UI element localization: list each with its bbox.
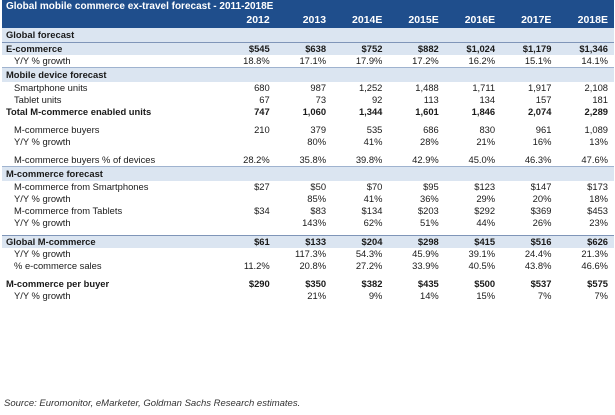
value-cell: 961 — [535, 124, 552, 135]
table-row — [2, 248, 614, 260]
value-cell: 1,601 — [415, 106, 439, 117]
table-title-row — [2, 0, 614, 14]
value-cell: 39.8% — [355, 154, 383, 165]
row-label: Y/Y % growth — [14, 55, 71, 66]
table-title: Global mobile commerce ex-travel forecast - 2011-2018E — [2, 0, 614, 14]
row-label: M-commerce from Smartphones — [14, 181, 149, 192]
value-cell: 134 — [479, 94, 496, 105]
value-cell: $290 — [248, 278, 270, 289]
value-cell: $147 — [530, 181, 552, 192]
row-label: M-commerce buyers % of devices — [14, 154, 156, 165]
year-header: 2018E — [557, 14, 614, 28]
year-header: 2013 — [276, 14, 332, 28]
value-cell: 73 — [315, 94, 327, 105]
section-title: Global forecast — [2, 28, 614, 43]
table-row — [2, 193, 614, 205]
value-cell: 14.1% — [581, 55, 608, 66]
row-label: M-commerce from Tablets — [14, 205, 123, 216]
row-label: Global M-commerce — [2, 236, 219, 249]
year-header-blank — [2, 14, 219, 28]
value-cell: $638 — [276, 43, 332, 56]
value-cell: 113 — [423, 94, 439, 105]
value-cell: $575 — [587, 278, 608, 289]
table-row — [2, 236, 614, 249]
table-row — [2, 217, 614, 229]
value-cell: $173 — [587, 181, 608, 192]
section-title: Mobile device forecast — [2, 68, 614, 83]
value-cell: 15% — [476, 290, 496, 301]
value-cell: 20% — [532, 193, 552, 204]
value-cell: 21.3% — [581, 248, 608, 259]
value-cell: 16% — [532, 136, 552, 147]
value-cell: 1,252 — [358, 82, 383, 93]
value-cell: $1,179 — [501, 43, 557, 56]
value-cell: 143% — [302, 217, 327, 228]
value-cell: 26% — [532, 217, 552, 228]
value-cell: 13% — [589, 136, 608, 147]
row-label: Y/Y % growth — [14, 290, 71, 301]
value-cell: 46.3% — [524, 154, 552, 165]
value-cell: 1,917 — [527, 82, 552, 93]
row-label: Y/Y % growth — [14, 217, 71, 228]
value-cell: 1,089 — [584, 124, 608, 135]
value-cell: $626 — [557, 236, 614, 249]
value-cell: 9% — [368, 290, 383, 301]
year-header: 2017E — [501, 14, 557, 28]
table-row — [2, 124, 614, 136]
value-cell: 21% — [307, 290, 327, 301]
value-cell: $204 — [332, 236, 388, 249]
year-header: 2012 — [219, 14, 275, 28]
value-cell: 11.2% — [243, 260, 270, 271]
value-cell: 1,060 — [302, 106, 327, 117]
value-cell: 1,344 — [358, 106, 383, 117]
table-row — [2, 278, 614, 290]
table-row — [2, 260, 614, 272]
value-cell: $1,346 — [557, 43, 614, 56]
value-cell: 44% — [476, 217, 496, 228]
value-cell: 54.3% — [355, 248, 383, 259]
value-cell: $61 — [219, 236, 275, 249]
value-cell: 20.8% — [299, 260, 327, 271]
row-label: M-commerce buyers — [14, 124, 100, 135]
value-cell: $70 — [366, 181, 383, 192]
value-cell: $435 — [417, 278, 439, 289]
value-cell: 36% — [419, 193, 439, 204]
value-cell — [219, 193, 275, 205]
year-header: 2015E — [388, 14, 444, 28]
value-cell: 747 — [254, 106, 270, 117]
forecast-table — [2, 0, 614, 302]
value-cell: 15.1% — [524, 55, 552, 66]
value-cell: 18% — [589, 193, 608, 204]
value-cell: $752 — [332, 43, 388, 56]
value-cell: 535 — [366, 124, 383, 135]
value-cell: $537 — [530, 278, 552, 289]
value-cell: 80% — [307, 136, 327, 147]
value-cell — [219, 136, 275, 148]
row-label: Y/Y % growth — [14, 193, 71, 204]
table-row — [2, 205, 614, 217]
value-cell: $545 — [219, 43, 275, 56]
row-label: Y/Y % growth — [14, 248, 71, 259]
value-cell: 62% — [363, 217, 383, 228]
table-row — [2, 55, 614, 68]
row-label: % e-commerce sales — [14, 260, 102, 271]
value-cell: 2,108 — [584, 82, 608, 93]
value-cell: 117.3% — [294, 248, 327, 259]
value-cell: $203 — [417, 205, 439, 216]
value-cell: $350 — [305, 278, 327, 289]
value-cell: 379 — [310, 124, 327, 135]
value-cell: $516 — [501, 236, 557, 249]
value-cell: 40.5% — [468, 260, 496, 271]
value-cell: 1,846 — [471, 106, 496, 117]
value-cell: 17.1% — [299, 55, 327, 66]
value-cell: 157 — [535, 94, 552, 105]
section-title: M-commerce forecast — [2, 167, 614, 182]
value-cell: $95 — [423, 181, 439, 192]
year-header: 2016E — [445, 14, 501, 28]
section-header-row — [2, 28, 614, 43]
table-row — [2, 154, 614, 167]
value-cell: 46.6% — [581, 260, 608, 271]
value-cell: 686 — [423, 124, 439, 135]
value-cell: 39.1% — [468, 248, 496, 259]
value-cell: 680 — [254, 82, 270, 93]
value-cell: $1,024 — [445, 43, 501, 56]
value-cell: 987 — [310, 82, 327, 93]
value-cell: 29% — [476, 193, 496, 204]
value-cell: 2,289 — [584, 106, 608, 117]
value-cell: 42.9% — [412, 154, 439, 165]
value-cell: 7% — [594, 290, 608, 301]
row-label: M-commerce per buyer — [6, 278, 110, 289]
table-row — [2, 136, 614, 148]
value-cell: 210 — [254, 124, 270, 135]
forecast-table-body — [2, 0, 614, 302]
section-header-row — [2, 167, 614, 182]
value-cell: 85% — [307, 193, 327, 204]
table-row — [2, 94, 614, 106]
row-label: E-commerce — [2, 43, 219, 56]
table-row — [2, 290, 614, 302]
row-label: Tablet units — [14, 94, 62, 105]
value-cell: 18.8% — [243, 55, 270, 66]
value-cell: 17.2% — [412, 55, 439, 66]
year-header: 2014E — [332, 14, 388, 28]
table-row — [2, 106, 614, 118]
value-cell: $27 — [254, 181, 270, 192]
value-cell: $134 — [361, 205, 383, 216]
value-cell: 1,711 — [472, 82, 496, 93]
value-cell: 45.9% — [412, 248, 439, 259]
value-cell: 24.4% — [524, 248, 552, 259]
value-cell: 47.6% — [581, 154, 608, 165]
value-cell: 830 — [479, 124, 496, 135]
source-note: Source: Euromonitor, eMarketer, Goldman Sachs Research estimates. — [4, 398, 301, 409]
value-cell: $298 — [388, 236, 444, 249]
year-header-row — [2, 14, 614, 28]
value-cell: 35.8% — [299, 154, 327, 165]
value-cell: 28% — [419, 136, 439, 147]
value-cell — [219, 217, 275, 229]
value-cell: 28.2% — [243, 154, 270, 165]
value-cell: 27.2% — [355, 260, 383, 271]
value-cell: 2,074 — [527, 106, 552, 117]
value-cell: 41% — [363, 136, 383, 147]
table-row — [2, 181, 614, 193]
row-label: Total M-commerce enabled units — [6, 106, 152, 117]
value-cell: 41% — [363, 193, 383, 204]
row-label: Y/Y % growth — [14, 136, 71, 147]
value-cell: 1,488 — [415, 82, 439, 93]
value-cell: 21% — [476, 136, 496, 147]
value-cell: 16.2% — [468, 55, 496, 66]
value-cell: 7% — [537, 290, 552, 301]
value-cell: $123 — [474, 181, 496, 192]
value-cell: $50 — [310, 181, 327, 192]
table-row — [2, 82, 614, 94]
value-cell: $369 — [530, 205, 552, 216]
value-cell: $882 — [388, 43, 444, 56]
value-cell: 67 — [259, 94, 270, 105]
value-cell: $415 — [445, 236, 501, 249]
value-cell: 43.8% — [524, 260, 552, 271]
row-label: Smartphone units — [14, 82, 88, 93]
value-cell: $34 — [254, 205, 270, 216]
section-header-row — [2, 68, 614, 83]
value-cell: 14% — [419, 290, 439, 301]
value-cell: $382 — [361, 278, 383, 289]
value-cell: $453 — [587, 205, 608, 216]
value-cell: 23% — [589, 217, 608, 228]
table-row — [2, 43, 614, 56]
value-cell: 33.9% — [412, 260, 439, 271]
value-cell: 51% — [419, 217, 439, 228]
value-cell: 92 — [371, 94, 383, 105]
value-cell: 17.9% — [355, 55, 383, 66]
value-cell: $292 — [474, 205, 496, 216]
value-cell: $133 — [276, 236, 332, 249]
value-cell — [219, 248, 275, 260]
value-cell: 45.0% — [468, 154, 496, 165]
value-cell — [219, 290, 275, 302]
value-cell: $500 — [474, 278, 496, 289]
value-cell: 181 — [592, 94, 608, 105]
value-cell: $83 — [310, 205, 327, 216]
